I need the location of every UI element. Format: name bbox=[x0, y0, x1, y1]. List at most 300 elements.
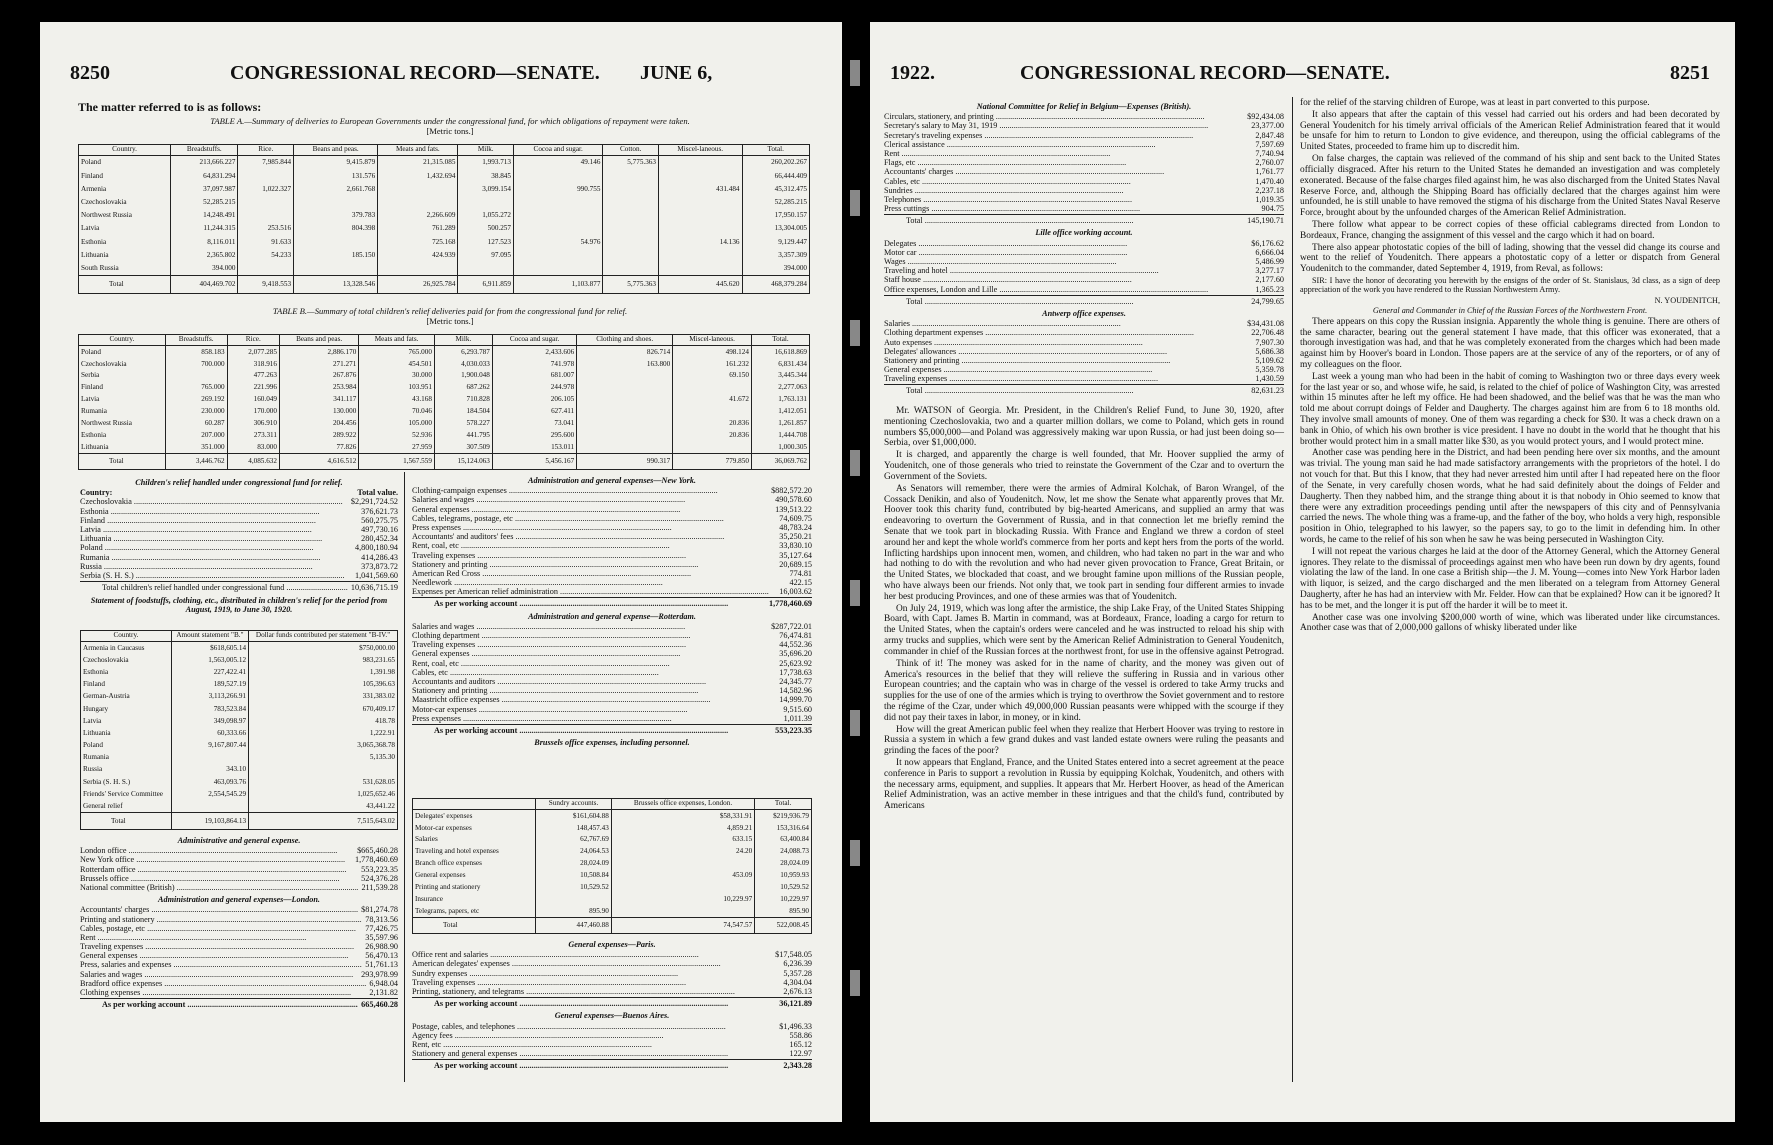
item-label: Staff house ..... bbox=[884, 275, 1132, 284]
row-label: Motor-car expenses bbox=[413, 822, 536, 834]
item-label: Bradford office expenses ..... bbox=[80, 979, 366, 988]
item-amount: 376,621.73 bbox=[361, 506, 398, 516]
cell-value: 271.271 bbox=[279, 358, 358, 370]
cell-value: 20.836 bbox=[673, 417, 752, 429]
letter-text: SIR: I have the honor of decorating you herewith by the ensigns of the order of St. Stanislaus, 3d class, as a sign of deep appreciation of the work you have rendered to the Russian Northwestern Army. bbox=[1300, 276, 1720, 295]
cell-value bbox=[378, 195, 458, 208]
expense-row bbox=[412, 551, 812, 560]
cell-value: 4,859.21 bbox=[611, 822, 754, 834]
cell-value: 10,229.97 bbox=[755, 893, 812, 905]
table-row bbox=[81, 751, 398, 763]
country-value-row bbox=[80, 553, 398, 562]
row-label: Latvia bbox=[79, 222, 171, 235]
lille-total-value: 24,799.65 bbox=[1251, 296, 1284, 306]
total-value: 445.620 bbox=[658, 275, 742, 293]
row-label: Czechoslovakia bbox=[79, 358, 166, 370]
column-header: Sundry accounts. bbox=[536, 799, 612, 810]
expense-row bbox=[412, 1022, 812, 1031]
cell-value: 3,357.309 bbox=[742, 248, 810, 261]
cell-value: 10,229.97 bbox=[611, 893, 754, 905]
item-amount: 558.86 bbox=[789, 1030, 812, 1040]
cell-value: 2,277.063 bbox=[751, 381, 809, 393]
expense-row bbox=[884, 285, 1284, 294]
expense-row bbox=[412, 649, 812, 658]
left-date: JUNE 6, bbox=[640, 62, 713, 84]
rotterdam-heading: Administration and general expense—Rotterdam. bbox=[528, 611, 696, 621]
cell-value bbox=[658, 248, 742, 261]
item-label: Secretary's traveling expenses ..... bbox=[884, 131, 1193, 140]
row-label: Lithuania bbox=[79, 248, 171, 261]
column-header: Miscel-laneous. bbox=[673, 335, 752, 346]
row-label: Armenia bbox=[79, 182, 171, 195]
expense-row bbox=[412, 668, 812, 677]
expense-row bbox=[80, 915, 398, 924]
item-label: Office rent and salaries ..... bbox=[412, 950, 699, 959]
cell-value: 54.233 bbox=[238, 248, 294, 261]
film-spine bbox=[842, 0, 870, 1145]
cell-value: 267.876 bbox=[279, 369, 358, 381]
table-row bbox=[81, 666, 398, 678]
item-label: Rotterdam office ..... bbox=[80, 865, 346, 874]
cell-value: 206.105 bbox=[492, 393, 576, 405]
cell-value: 307.509 bbox=[434, 441, 492, 454]
cell-value: 1,432.694 bbox=[378, 169, 458, 182]
newyork-total-label: As per working account ..... bbox=[434, 599, 728, 608]
table-row bbox=[79, 393, 810, 405]
item-amount: $6,176.62 bbox=[1251, 238, 1284, 248]
item-amount: 6,948.04 bbox=[369, 978, 398, 988]
item-label: General expenses ..... bbox=[80, 951, 348, 960]
item-amount: $92,434.08 bbox=[1247, 112, 1284, 122]
cell-value: 153,316.64 bbox=[755, 822, 812, 834]
item-label: Stationery and printing ..... bbox=[412, 686, 698, 695]
cell-value: 858.183 bbox=[165, 345, 227, 358]
cell-value: 38.845 bbox=[458, 169, 514, 182]
item-amount: $34,431.08 bbox=[1247, 319, 1284, 329]
item-amount: 490,578.60 bbox=[775, 495, 812, 505]
expense-row bbox=[884, 338, 1284, 347]
item-label: Circulars, stationery, and printing ..... bbox=[884, 112, 1205, 121]
item-amount: 35,597.96 bbox=[365, 932, 398, 942]
column-header: Country. bbox=[79, 145, 171, 156]
cell-value: 2,886.170 bbox=[279, 345, 358, 358]
cell-value bbox=[673, 381, 752, 393]
item-amount: 2,760.07 bbox=[1255, 158, 1284, 168]
item-amount: 26,988.90 bbox=[365, 942, 398, 952]
country-value-row bbox=[80, 507, 398, 516]
item-label: Cables, telegrams, postage, etc ..... bbox=[412, 514, 724, 523]
admin-heading: Administrative and general expense. bbox=[177, 836, 301, 845]
item-amount: 77,426.75 bbox=[365, 923, 398, 933]
cell-value: 170.000 bbox=[227, 405, 279, 417]
cell-value: 500.257 bbox=[458, 222, 514, 235]
newyork-total-value: 1,778,460.69 bbox=[769, 599, 812, 609]
total-value: 5,456.167 bbox=[492, 453, 576, 469]
expense-row bbox=[412, 640, 812, 649]
cell-value: 8,116.011 bbox=[171, 235, 238, 248]
expense-row bbox=[80, 865, 398, 874]
item-label: Rent, coal, etc ..... bbox=[412, 659, 670, 668]
item-amount: $665,460.28 bbox=[357, 846, 398, 856]
table-a-caption: TABLE A.—Summary of deliveries to European Governments under the congressional fund, for which obligations of repayment were taken. [Metric tons.] bbox=[210, 116, 690, 136]
cell-value: 295.600 bbox=[492, 429, 576, 441]
expense-row bbox=[884, 131, 1284, 140]
cell-value bbox=[658, 222, 742, 235]
row-label: Finland bbox=[79, 169, 171, 182]
row-label: Finland bbox=[79, 381, 166, 393]
cell-value: 52.936 bbox=[359, 429, 435, 441]
buenos-aires-heading: General expenses—Buenos Aires. bbox=[554, 1011, 670, 1021]
column-header: Miscel-laneous. bbox=[658, 145, 742, 156]
item-label: Stationery and printing ..... bbox=[884, 356, 1170, 365]
cell-value bbox=[673, 441, 752, 454]
cell-value: 7,985.844 bbox=[238, 155, 294, 169]
cell-value: 578.227 bbox=[434, 417, 492, 429]
total-value: 4,616.512 bbox=[279, 453, 358, 469]
row-label: General relief bbox=[81, 800, 172, 813]
expense-row bbox=[884, 195, 1284, 204]
expense-row bbox=[884, 121, 1284, 130]
cell-value bbox=[294, 261, 378, 275]
item-label: Rent, coal, etc ..... bbox=[412, 541, 670, 550]
column-header: Country. bbox=[81, 631, 172, 642]
column-header: Milk. bbox=[458, 145, 514, 156]
total-label: Total bbox=[413, 917, 536, 933]
cell-value: 804.398 bbox=[294, 222, 378, 235]
expense-row bbox=[80, 960, 398, 969]
statement-table bbox=[80, 630, 398, 830]
item-amount: 56,470.13 bbox=[365, 951, 398, 961]
right-column-2 bbox=[1300, 98, 1720, 635]
item-amount: 7,740.94 bbox=[1255, 148, 1284, 158]
cell-value: 24,064.53 bbox=[536, 845, 612, 857]
country-value-row bbox=[80, 571, 398, 580]
table-row bbox=[413, 845, 812, 857]
item-amount: 24,345.77 bbox=[779, 676, 812, 686]
row-label: Insurance bbox=[413, 893, 536, 905]
table-row bbox=[81, 763, 398, 775]
expense-row bbox=[412, 569, 812, 578]
row-label: Esthonia bbox=[81, 666, 172, 678]
cell-value bbox=[603, 182, 659, 195]
letter-signature-title: General and Commander in Chief of the Russian Forces of the Northwestern Front. bbox=[1372, 306, 1648, 316]
cell-value: $161,604.88 bbox=[536, 809, 612, 822]
item-amount: 1,041,569.60 bbox=[355, 570, 398, 580]
cell-value: 3,065,368.78 bbox=[249, 739, 398, 751]
item-label: Esthonia ..... bbox=[80, 507, 319, 516]
cell-value: 983,231.65 bbox=[249, 654, 398, 666]
cell-value: 2,433.606 bbox=[492, 345, 576, 358]
item-amount: 293,978.99 bbox=[361, 969, 398, 979]
total-value: 26,925.784 bbox=[378, 275, 458, 293]
total-row bbox=[79, 275, 810, 293]
cell-value: 5,775.363 bbox=[603, 155, 659, 169]
item-amount: 6,236.39 bbox=[783, 959, 812, 969]
item-amount: 14,999.70 bbox=[779, 695, 812, 705]
expense-row bbox=[412, 560, 812, 569]
item-amount: 22,706.48 bbox=[1251, 328, 1284, 338]
item-amount: 1,019.35 bbox=[1255, 194, 1284, 204]
childrens-relief-col-label: Country: bbox=[80, 488, 113, 498]
cell-value: 6,293.787 bbox=[434, 345, 492, 358]
item-amount: $2,291,724.52 bbox=[350, 497, 398, 507]
cell-value: 185.150 bbox=[294, 248, 378, 261]
row-label: South Russia bbox=[79, 261, 171, 275]
item-label: Accountants' charges ..... bbox=[80, 905, 358, 914]
row-label: Esthonia bbox=[79, 429, 166, 441]
cell-value: 131.576 bbox=[294, 169, 378, 182]
item-label: Traveling expenses ..... bbox=[884, 374, 1158, 383]
item-amount: 1,430.59 bbox=[1255, 374, 1284, 384]
cell-value: 10,508.84 bbox=[536, 869, 612, 881]
cell-value: $618,605.14 bbox=[171, 641, 248, 654]
row-label: Russia bbox=[81, 763, 172, 775]
item-amount: 1,778,460.69 bbox=[355, 855, 398, 865]
cell-value bbox=[458, 195, 514, 208]
item-label: Rent ..... bbox=[884, 149, 1110, 158]
expense-row bbox=[412, 714, 812, 723]
item-label: Salaries and wages ..... bbox=[80, 970, 353, 979]
cell-value: 60,333.66 bbox=[171, 727, 248, 739]
expense-row bbox=[80, 933, 398, 942]
cell-value: 331,383.02 bbox=[249, 690, 398, 702]
row-label: Delegates' expenses bbox=[413, 809, 536, 822]
country-value-row bbox=[80, 534, 398, 543]
row-label: Esthonia bbox=[79, 235, 171, 248]
admin-block bbox=[80, 834, 398, 1009]
country-value-row bbox=[80, 543, 398, 552]
expense-row bbox=[80, 988, 398, 997]
item-label: Serbia (S. H. S.) ..... bbox=[80, 571, 345, 580]
expense-row bbox=[80, 979, 398, 988]
buenos-aires-total-label: As per working account ..... bbox=[434, 1061, 728, 1070]
column-header: Beans and peas. bbox=[279, 335, 358, 346]
cell-value: 4,030.033 bbox=[434, 358, 492, 370]
table-row bbox=[81, 788, 398, 800]
cell-value: 66,444.409 bbox=[742, 169, 810, 182]
cell-value bbox=[658, 261, 742, 275]
expense-row bbox=[80, 924, 398, 933]
expense-row bbox=[412, 686, 812, 695]
item-amount: 23,377.00 bbox=[1251, 121, 1284, 131]
column-header: Total. bbox=[755, 799, 812, 810]
item-label: Rent ..... bbox=[80, 933, 306, 942]
item-amount: 7,597.69 bbox=[1255, 139, 1284, 149]
cell-value: 10,529.52 bbox=[536, 881, 612, 893]
column-header: Milk. bbox=[434, 335, 492, 346]
item-label: Clothing department expenses ..... bbox=[884, 328, 1194, 337]
item-label: Office expenses, London and Lille ..... bbox=[884, 285, 1208, 294]
item-label: Auto expenses ..... bbox=[884, 338, 1143, 347]
row-label: Armenia in Caucasus bbox=[81, 641, 172, 654]
total-value: 522,008.45 bbox=[755, 917, 812, 933]
cell-value: 424.939 bbox=[378, 248, 458, 261]
table-row bbox=[79, 381, 810, 393]
cell-value: 62,767.69 bbox=[536, 833, 612, 845]
item-label: National committee (British) ..... bbox=[80, 883, 358, 892]
cell-value: 633.15 bbox=[611, 833, 754, 845]
item-label: Rent, etc ..... bbox=[412, 1040, 652, 1049]
london-heading: Administration and general expenses—London. bbox=[158, 895, 320, 905]
cell-value: 670,409.17 bbox=[249, 703, 398, 715]
table-row bbox=[79, 169, 810, 182]
expense-row bbox=[80, 846, 398, 855]
item-amount: 1,761.77 bbox=[1255, 167, 1284, 177]
expense-row bbox=[80, 970, 398, 979]
item-label: Traveling expenses ..... bbox=[80, 942, 354, 951]
expense-row bbox=[80, 883, 398, 892]
item-label: Russia ..... bbox=[80, 562, 313, 571]
table-row bbox=[79, 155, 810, 169]
cell-value: 13,304.005 bbox=[742, 222, 810, 235]
row-label: Lithuania bbox=[81, 727, 172, 739]
antwerp-total-value: 82,631.23 bbox=[1251, 386, 1284, 396]
expense-row bbox=[884, 204, 1284, 213]
cell-value bbox=[294, 195, 378, 208]
cell-value: 895.90 bbox=[755, 905, 812, 918]
column-header: Clothing and shoes. bbox=[577, 335, 673, 346]
right-year: 1922. bbox=[890, 62, 935, 84]
column-header: Total. bbox=[742, 145, 810, 156]
item-amount: 5,109.62 bbox=[1255, 355, 1284, 365]
cell-value: 3,113,266.91 bbox=[171, 690, 248, 702]
cell-value: 153.011 bbox=[492, 441, 576, 454]
total-value: 9,418.553 bbox=[238, 275, 294, 293]
item-amount: 20,689.15 bbox=[779, 559, 812, 569]
expense-row bbox=[884, 365, 1284, 374]
cell-value bbox=[536, 893, 612, 905]
item-label: New York office ..... bbox=[80, 855, 345, 864]
row-label: Branch office expenses bbox=[413, 857, 536, 869]
cell-value: 1,563,005.12 bbox=[171, 654, 248, 666]
item-amount: 35,127.64 bbox=[779, 550, 812, 560]
row-label: Serbia bbox=[79, 369, 166, 381]
row-label: Hungary bbox=[81, 703, 172, 715]
cell-value bbox=[603, 169, 659, 182]
table-row bbox=[81, 703, 398, 715]
cell-value: 379.783 bbox=[294, 209, 378, 222]
cell-value: 24,088.73 bbox=[755, 845, 812, 857]
item-amount: 553,223.35 bbox=[361, 864, 398, 874]
cell-value: 14,248.491 bbox=[171, 209, 238, 222]
cell-value bbox=[378, 182, 458, 195]
item-amount: $17,548.05 bbox=[775, 950, 812, 960]
cell-value bbox=[611, 857, 754, 869]
item-label: Salaries and wages ..... bbox=[412, 622, 685, 631]
expense-row bbox=[884, 328, 1284, 337]
table-row bbox=[79, 369, 810, 381]
table-row bbox=[413, 893, 812, 905]
cell-value: 70.046 bbox=[359, 405, 435, 417]
brussels-heading: Brussels office expenses, including personnel. bbox=[534, 738, 690, 748]
cell-value: 2,661.768 bbox=[294, 182, 378, 195]
cell-value: 73.041 bbox=[492, 417, 576, 429]
row-label: Telegrams, papers, etc bbox=[413, 905, 536, 918]
cell-value: 213,666.227 bbox=[171, 155, 238, 169]
row-label: General expenses bbox=[413, 869, 536, 881]
item-label: Clothing expenses ..... bbox=[80, 988, 351, 997]
rotterdam-total-value: 553,223.35 bbox=[775, 725, 812, 735]
item-label: Cables, postage, etc ..... bbox=[80, 924, 356, 933]
item-label: Accountants and auditors ..... bbox=[412, 677, 706, 686]
item-amount: 1,011.39 bbox=[783, 713, 812, 723]
cell-value: 54.976 bbox=[513, 235, 602, 248]
cell-value bbox=[603, 235, 659, 248]
total-label: Total bbox=[81, 813, 172, 830]
cell-value bbox=[658, 195, 742, 208]
cell-value: 37,097.987 bbox=[171, 182, 238, 195]
intro-line: The matter referred to is as follows: bbox=[78, 100, 262, 114]
cell-value: 431.484 bbox=[658, 182, 742, 195]
expense-row bbox=[884, 140, 1284, 149]
cell-value: 1,022.327 bbox=[238, 182, 294, 195]
country-value-row bbox=[80, 525, 398, 534]
expense-row bbox=[884, 356, 1284, 365]
item-label: Press expenses ..... bbox=[412, 714, 672, 723]
buenos-aires-total-value: 2,343.28 bbox=[783, 1061, 812, 1071]
cell-value: 52,285.215 bbox=[171, 195, 238, 208]
table-row bbox=[79, 441, 810, 454]
paris-total-value: 36,121.89 bbox=[779, 999, 812, 1009]
item-label: Poland ..... bbox=[80, 543, 314, 552]
table-row bbox=[79, 209, 810, 222]
item-label: General expenses ..... bbox=[412, 649, 680, 658]
table-row bbox=[79, 182, 810, 195]
cell-value: 318.916 bbox=[227, 358, 279, 370]
cell-value: 418.78 bbox=[249, 715, 398, 727]
cell-value: 184.504 bbox=[434, 405, 492, 417]
paragraph: On July 24, 1919, which was long after the armistice, the ship Lake Fray, of the United States Shipping Board, with Capt. James B. Martin in command, was at Bordeaux, France, loading a cargo for return to the United States, when the captain's orders were canceled and he was instructed to reload his ship with army trucks and supplies, which were sent by the American Relief Administration to General Youdenitch, commander in chief of the Russian forces at the northwest front, for use in the offensive against Petrograd. bbox=[884, 603, 1284, 657]
item-amount: 524,376.28 bbox=[361, 873, 398, 883]
paragraph: There follow what appear to be correct copies of these official cablegrams directed from London to Bordeaux, France, changing the assignment of this vessel and the cargo which it had on board. bbox=[1300, 219, 1720, 241]
belgium-total-value: 145,190.71 bbox=[1247, 216, 1284, 226]
cell-value: 700.000 bbox=[165, 358, 227, 370]
item-amount: 373,873.72 bbox=[361, 561, 398, 571]
item-amount: 1,365.23 bbox=[1255, 284, 1284, 294]
row-label: Poland bbox=[79, 345, 166, 358]
expense-row bbox=[412, 514, 812, 523]
cell-value: 725.168 bbox=[378, 235, 458, 248]
expense-row bbox=[884, 158, 1284, 167]
item-label: Secretary's salary to May 31, 1919 ..... bbox=[884, 121, 1208, 130]
expense-row bbox=[412, 705, 812, 714]
item-label: Salaries and wages ..... bbox=[412, 495, 685, 504]
cell-value: 2,554,545.29 bbox=[171, 788, 248, 800]
item-amount: 3,277.17 bbox=[1255, 266, 1284, 276]
item-amount: 17,738.63 bbox=[779, 667, 812, 677]
item-label: Press expenses ..... bbox=[412, 523, 672, 532]
right-page bbox=[870, 22, 1735, 1122]
table-row bbox=[79, 222, 810, 235]
item-amount: 7,907.30 bbox=[1255, 337, 1284, 347]
expense-row bbox=[412, 659, 812, 668]
table-row bbox=[79, 429, 810, 441]
cell-value: 27.959 bbox=[359, 441, 435, 454]
cell-value bbox=[673, 405, 752, 417]
column-header: Rice. bbox=[238, 145, 294, 156]
cell-value: 163.800 bbox=[577, 358, 673, 370]
cell-value: 765.000 bbox=[165, 381, 227, 393]
row-label: Northwest Russia bbox=[79, 209, 171, 222]
item-amount: 33,830.10 bbox=[779, 541, 812, 551]
cell-value: 1,391.98 bbox=[249, 666, 398, 678]
cell-value: 30.000 bbox=[359, 369, 435, 381]
item-amount: 76,474.81 bbox=[779, 631, 812, 640]
cell-value: 1,763.131 bbox=[751, 393, 809, 405]
item-amount: 165.12 bbox=[789, 1039, 812, 1049]
cell-value bbox=[513, 222, 602, 235]
expense-row bbox=[884, 186, 1284, 195]
